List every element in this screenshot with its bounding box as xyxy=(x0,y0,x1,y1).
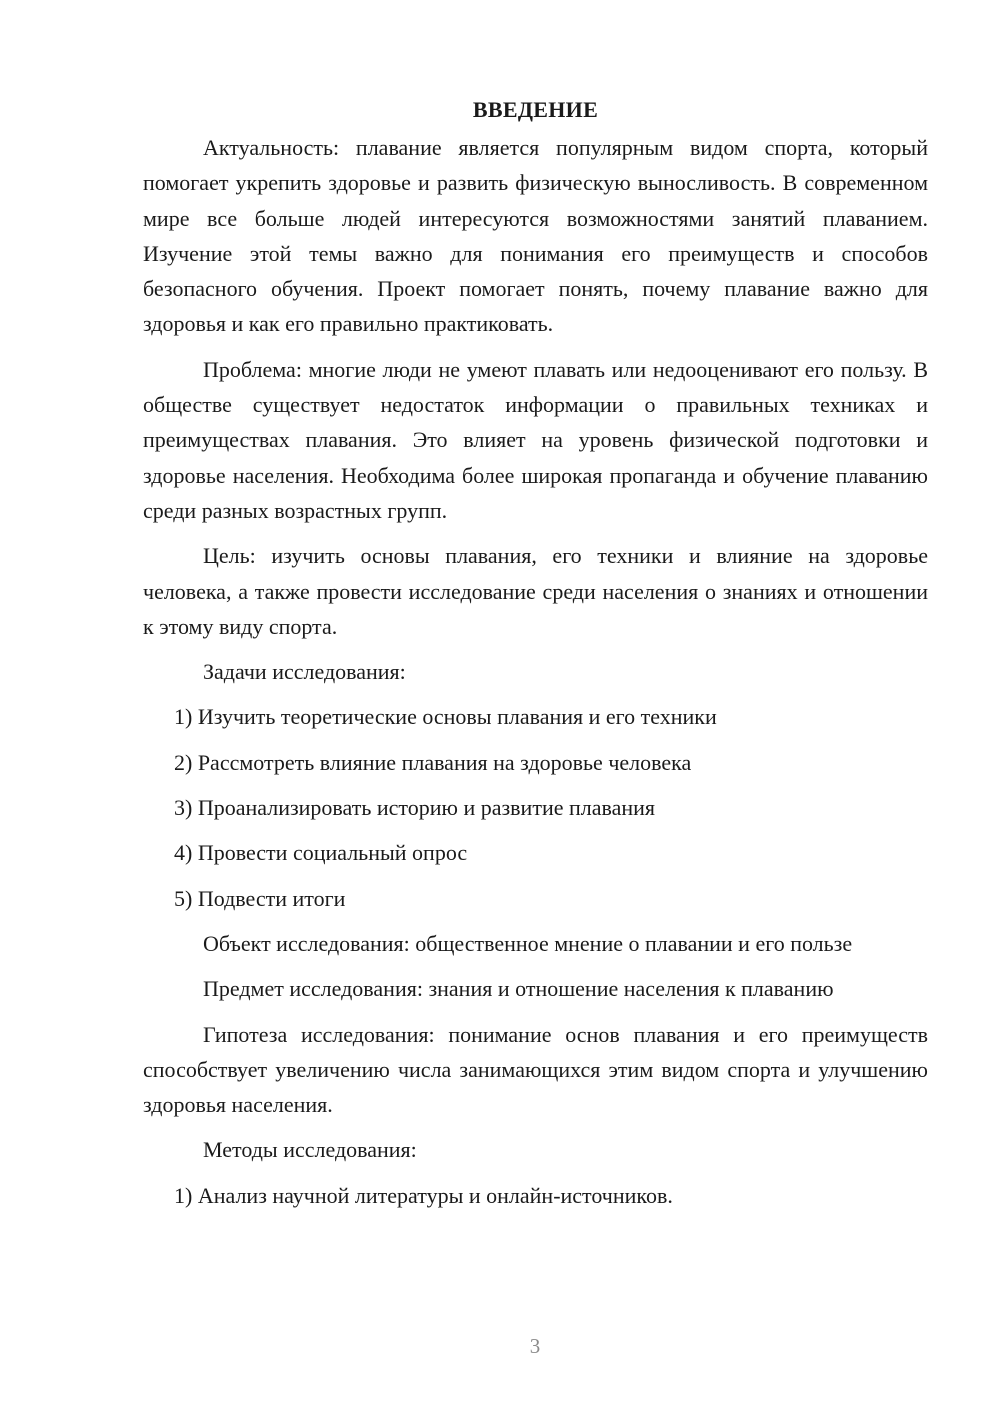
subject-paragraph: Предмет исследования: знания и отношение населения к плаванию xyxy=(203,976,834,1002)
problem-paragraph: Проблема: многие люди не умеют плавать или недооценивают его пользу. В обществе существует недостаток информации о правильных техниках и преимуществах плавания. Это влияет на уровень физической подготовки и здоровье населения. Необходима более широкая пропаганда и обучение плаванию среди разных возрастных групп. xyxy=(143,356,928,523)
object-paragraph: Объект исследования: общественное мнение о плавании и его пользе xyxy=(203,930,853,956)
relevance-paragraph: Актуальность: плавание является популярным видом спорта, который помогает укрепить здоровье и развить физическую выносливость. В современном мире все больше людей интересуются возможностями занятий плаванием. Изучение этой темы важно для понимания его преимуществ и способов безопасного обучения. Проект помогает понять, почему плавание важно для здоровья и как его правильно практиковать. xyxy=(143,135,928,337)
list-item: 1) Анализ научной литературы и онлайн-источников. xyxy=(174,1182,673,1208)
goal-paragraph: Цель: изучить основы плавания, его техники и влияние на здоровье человека, а также провести исследование среди населения о знаниях и отношении к этому виду спорта. xyxy=(143,543,928,639)
list-item: 1) Изучить теоретические основы плавания и его техники xyxy=(174,704,717,730)
list-item: 5) Подвести итоги xyxy=(174,885,346,911)
list-item: 3) Проанализировать историю и развитие плавания xyxy=(174,795,656,821)
section-heading: ВВЕДЕНИЕ xyxy=(472,97,599,122)
methods-list xyxy=(143,1178,928,1213)
hypothesis-paragraph: Гипотеза исследования: понимание основ плавания и его преимуществ способствует увеличению числа занимающихся этим видом спорта и улучшению здоровья населения. xyxy=(143,1021,928,1118)
methods-title: Методы исследования: xyxy=(203,1137,417,1163)
page-number: 3 xyxy=(529,1334,541,1358)
tasks-title: Задачи исследования: xyxy=(203,659,406,685)
list-item: 2) Рассмотреть влияние плавания на здоровье человека xyxy=(174,749,692,775)
list-item: 4) Провести социальный опрос xyxy=(174,840,468,866)
tasks-list xyxy=(143,699,928,915)
document-page xyxy=(143,94,928,1223)
